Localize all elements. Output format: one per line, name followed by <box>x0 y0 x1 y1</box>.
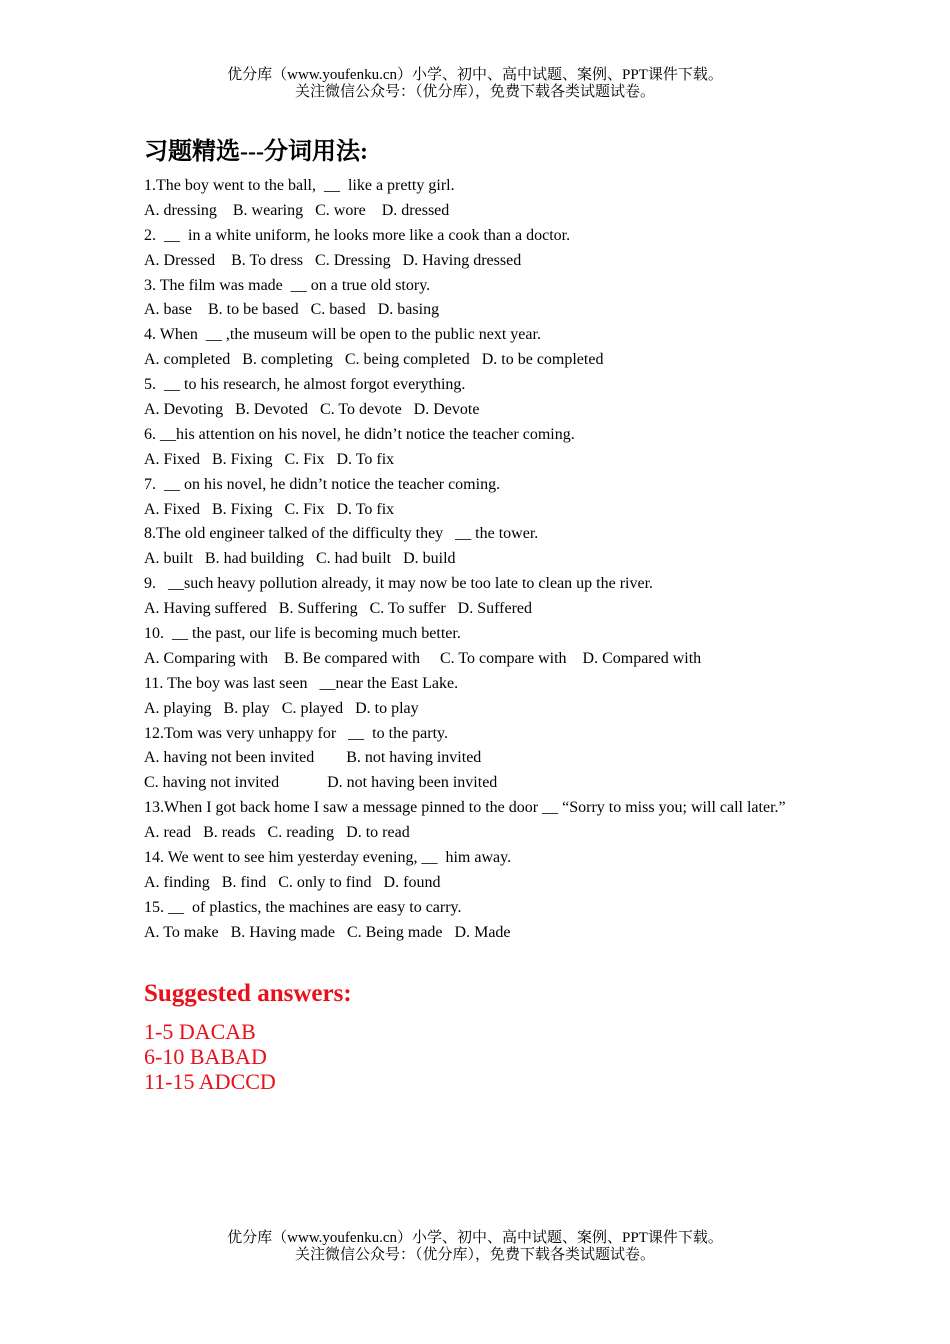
footer-line-2: 关注微信公众号：（优分库），免费下载各类试题试卷。 <box>294 1247 655 1263</box>
question-text: 5. __ to his research, he almost forgot everything. <box>144 376 466 394</box>
answer-line: 11-15 ADCCD <box>144 1068 276 1094</box>
question-text: 8.The old engineer talked of the difficulty they __ the tower. <box>144 525 539 543</box>
answer-options: A. playing B. play C. played D. to play <box>144 699 419 717</box>
answer-options: A. dressing B. wearing C. wore D. dressed <box>144 201 450 219</box>
question-text: 4. When __ ,the museum will be open to the public next year. <box>144 326 541 344</box>
answer-options: A. Fixed B. Fixing C. Fix D. To fix <box>144 450 395 468</box>
header-line-2: 关注微信公众号：（优分库），免费下载各类试题试卷。 <box>294 84 655 100</box>
answer-line: 6-10 BABAD <box>144 1043 267 1069</box>
question-text: 12.Tom was very unhappy for __ to the party. <box>144 724 448 742</box>
answer-options: C. having not invited D. not having been invited <box>144 774 498 792</box>
answer-options: A. Comparing with B. Be compared with C. To compare with D. Compared with <box>144 649 702 667</box>
answer-options: A. Dressed B. To dress C. Dressing D. Having dressed <box>144 251 522 269</box>
answer-options: A. Having suffered B. Suffering C. To suffer D. Suffered <box>144 600 533 618</box>
question-text: 14. We went to see him yesterday evening, __ him away. <box>144 849 512 867</box>
question-text: 1.The boy went to the ball, __ like a pretty girl. <box>144 177 455 194</box>
answer-options: A. Devoting B. Devoted C. To devote D. Devote <box>144 401 480 419</box>
question-text: 2. __ in a white uniform, he looks more like a cook than a doctor. <box>144 226 571 244</box>
question-text: 15. __ of plastics, the machines are easy to carry. <box>144 898 462 916</box>
answer-options: A. built B. had building C. had built D. build <box>144 550 456 568</box>
answer-options: A. base B. to be based C. based D. basing <box>144 301 440 319</box>
answer-options: A. finding B. find C. only to find D. found <box>144 873 441 891</box>
answer-options: A. completed B. completing C. being completed D. to be completed <box>144 351 604 369</box>
answer-line: 1-5 DACAB <box>144 1019 256 1044</box>
question-text: 10. __ the past, our life is becoming much better. <box>144 625 461 643</box>
answer-key <box>144 1020 276 1095</box>
question-list <box>144 174 812 946</box>
question-text: 13.When I got back home I saw a message pinned to the door __ “Sorry to miss you; will call later.” <box>144 799 786 817</box>
footer-line-1: 优分库（www.youfenku.cn）小学、初中、高中试题、案例、PPT课件下载。 <box>227 1230 723 1246</box>
question-text: 7. __ on his novel, he didn’t notice the teacher coming. <box>144 475 501 493</box>
answer-options: A. Fixed B. Fixing C. Fix D. To fix <box>144 500 395 518</box>
answer-options: A. To make B. Having made C. Being made D. Made <box>144 923 511 941</box>
question-text: 11. The boy was last seen __near the East Lake. <box>144 674 459 692</box>
page-header <box>0 67 950 101</box>
answer-options: A. read B. reads C. reading D. to read <box>144 824 410 842</box>
header-line-1: 优分库（www.youfenku.cn）小学、初中、高中试题、案例、PPT课件下载。 <box>227 67 723 83</box>
page-footer <box>0 1230 950 1264</box>
answers-title: Suggested answers: <box>144 980 352 1007</box>
question-text: 3. The film was made __ on a true old story. <box>144 276 431 294</box>
question-text: 9. __such heavy pollution already, it may now be too late to clean up the river. <box>144 575 654 593</box>
answer-options: A. having not been invited B. not having invited <box>144 749 482 767</box>
page-title: 习题精选---分词用法: <box>144 139 368 165</box>
question-text: 6. __his attention on his novel, he didn’t notice the teacher coming. <box>144 425 575 443</box>
